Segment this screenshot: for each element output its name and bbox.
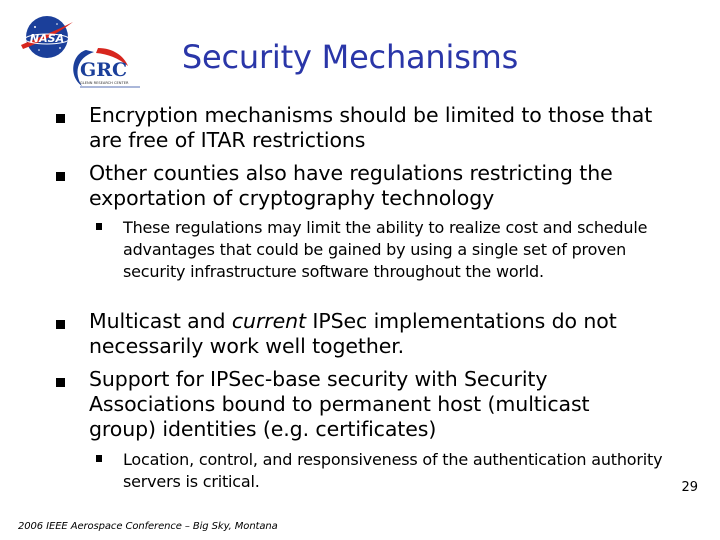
bullet-text-italic: current	[231, 309, 306, 333]
bullet-item	[56, 309, 656, 359]
sub-bullet-marker-icon	[96, 455, 102, 462]
nasa-logo-text: NASA	[29, 32, 65, 45]
bullet-text: Support for IPSec-base security with Security Associations bound to permanent host (multicast group) identities (e.g. certificates)	[89, 367, 590, 441]
bullet-text	[89, 309, 656, 359]
sub-bullet-item	[96, 217, 671, 283]
sub-bullet-item	[96, 449, 671, 493]
grc-logo-subtext: GLENN RESEARCH CENTER	[80, 81, 129, 85]
bullet-item	[56, 367, 656, 442]
bullet-marker-icon	[56, 378, 65, 387]
sub-bullet-text: These regulations may limit the ability to realize cost and schedule advantages that could be gained by using a single set of proven security infrastructure software throughout the world.	[123, 218, 648, 281]
bullet-text-after: IPSec implementations do not necessarily work well together.	[89, 309, 617, 358]
bullet-marker-icon	[56, 114, 65, 123]
sub-bullet-text: Location, control, and responsiveness of the authentication authority servers is critical.	[123, 450, 663, 491]
grc-logo-text: GRC	[80, 59, 128, 81]
bullet-marker-icon	[56, 320, 65, 329]
footer-text: 2006 IEEE Aerospace Conference – Big Sky, Montana	[18, 521, 278, 532]
bullet-text-before: Multicast and	[89, 309, 232, 333]
bullet-item	[56, 161, 656, 211]
page-number: 29	[681, 480, 698, 495]
bullet-text: Encryption mechanisms should be limited to those that are free of ITAR restrictions	[89, 103, 653, 152]
sub-bullet-marker-icon	[96, 223, 102, 230]
grc-logo	[68, 44, 160, 94]
bullet-marker-icon	[56, 172, 65, 181]
nasa-logo	[17, 12, 75, 62]
slide-title: Security Mechanisms	[181, 38, 519, 76]
bullet-item	[56, 103, 656, 153]
bullet-text: Other counties also have regulations restricting the exportation of cryptography technology	[89, 161, 613, 210]
